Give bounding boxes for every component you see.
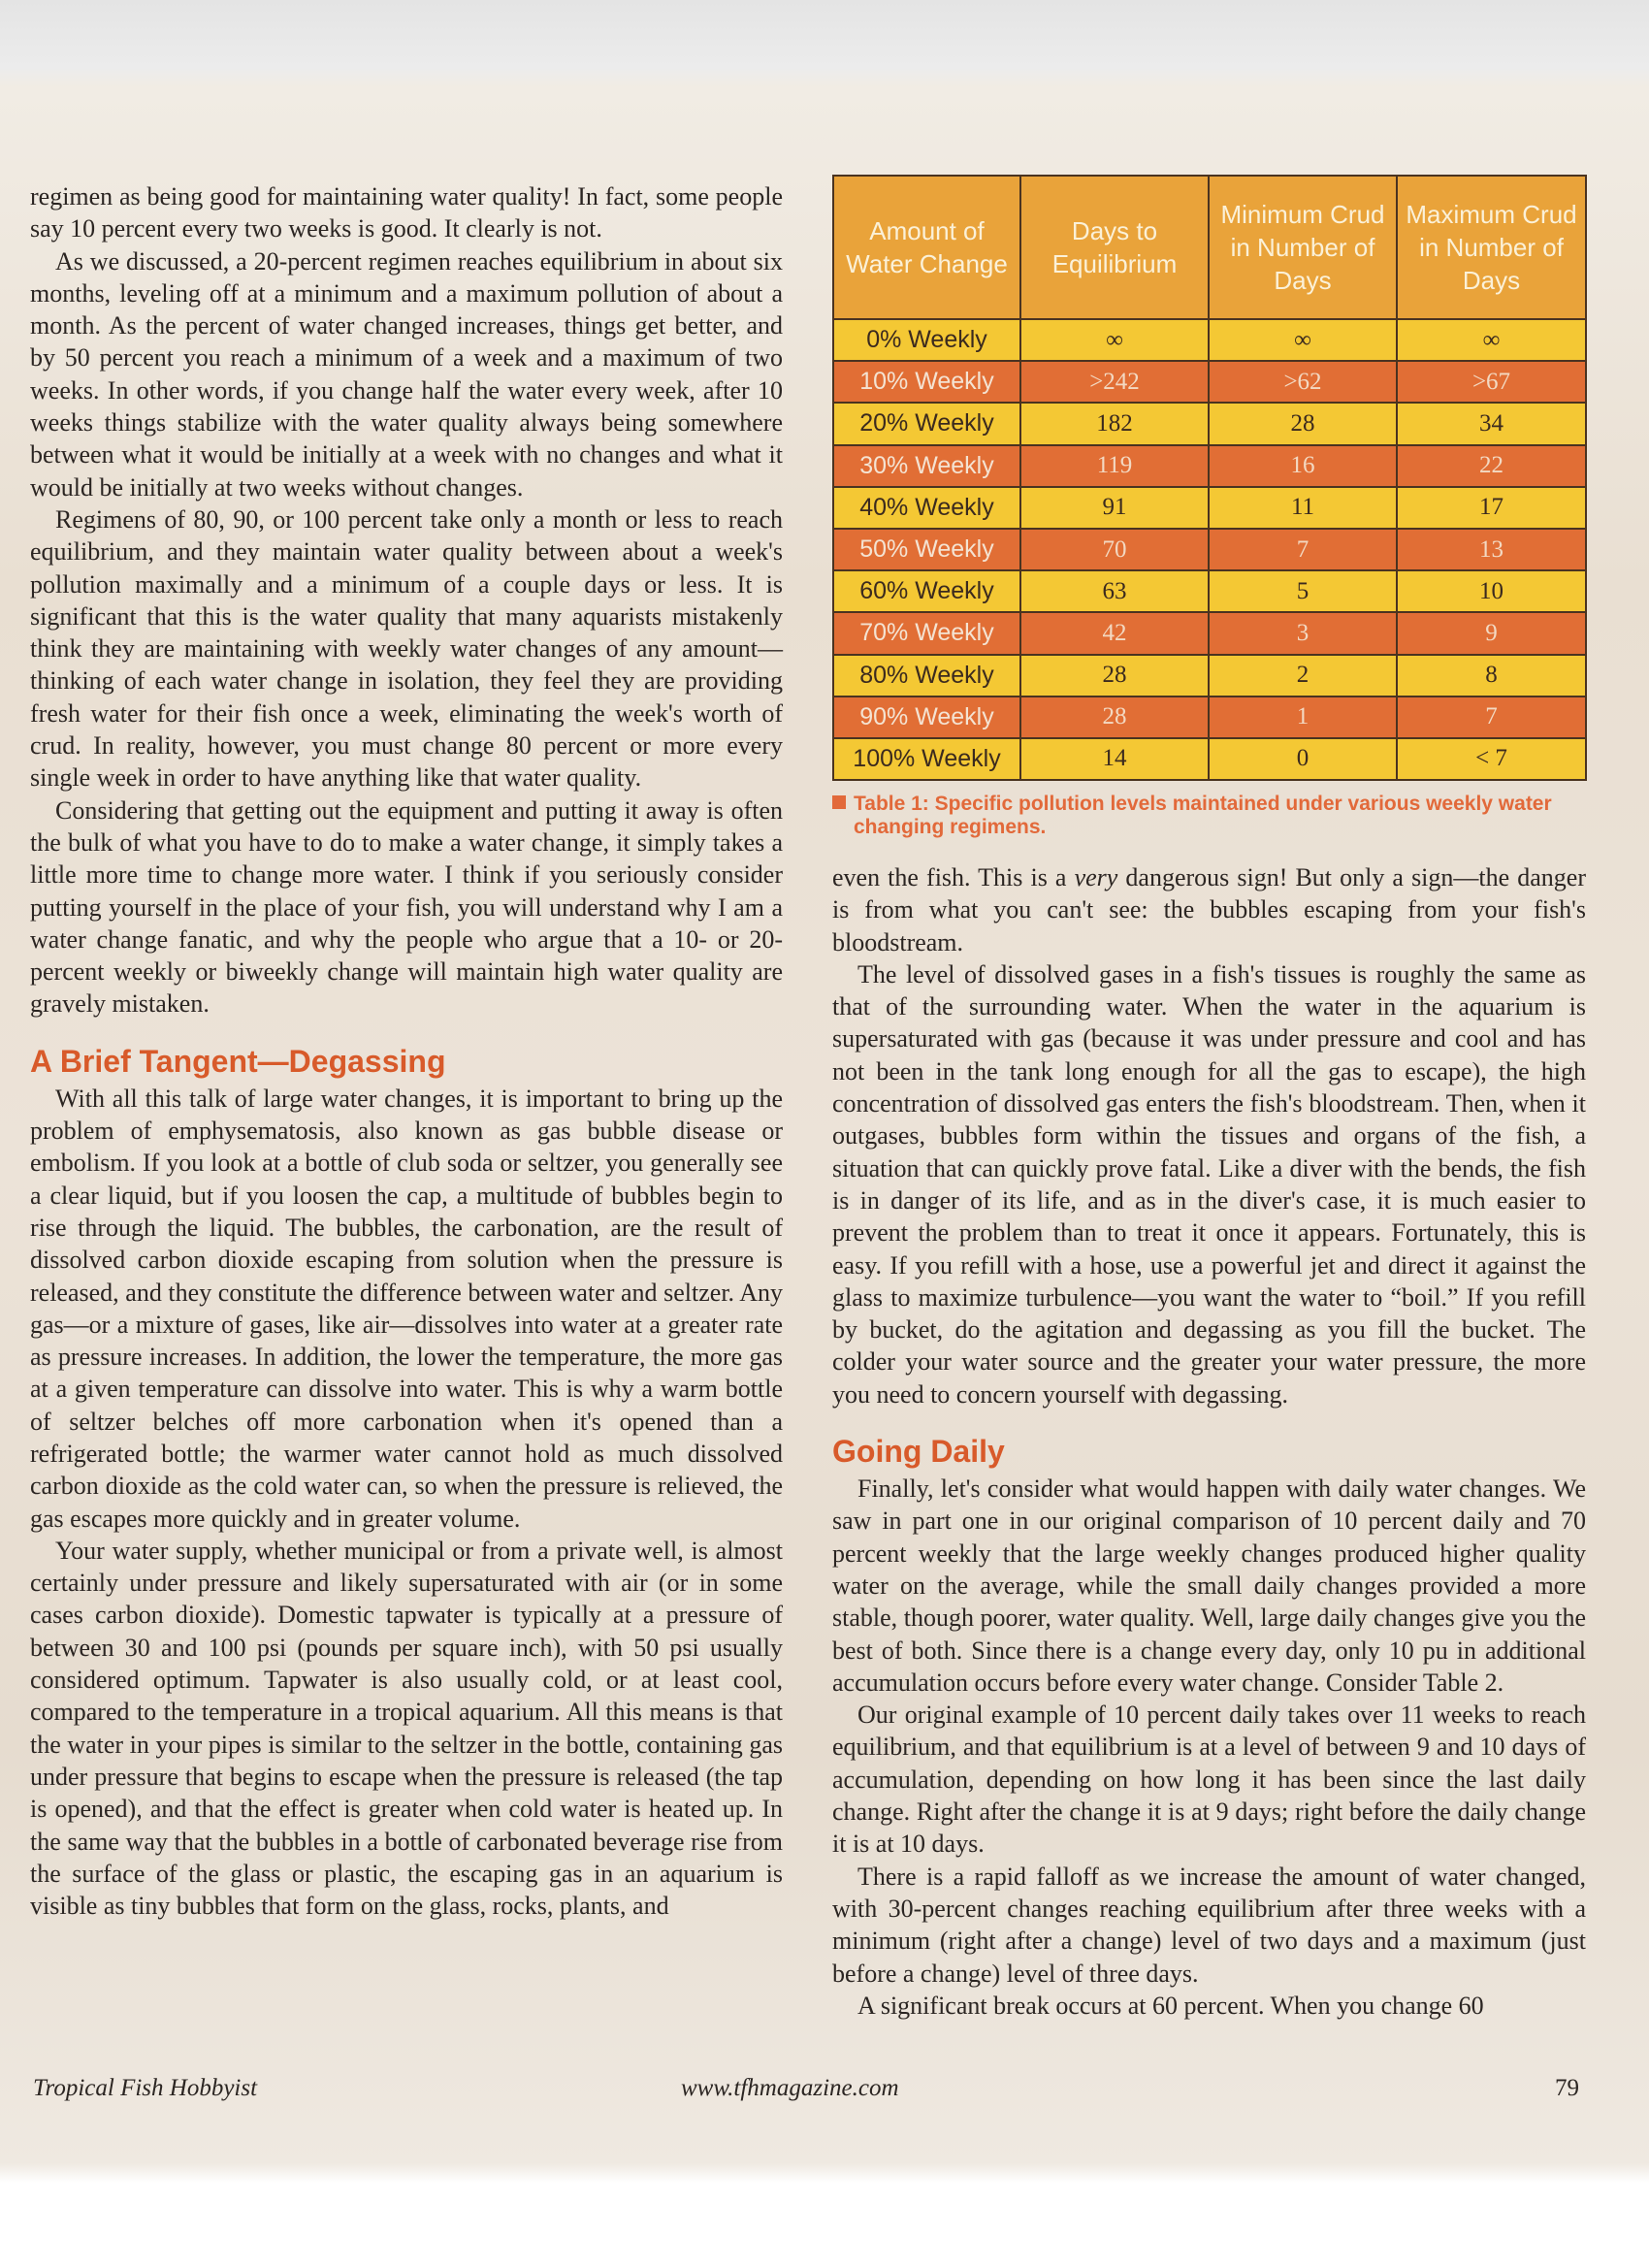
table-cell: 119 (1020, 445, 1209, 487)
body-paragraph: Our original example of 10 percent daily takes over 11 weeks to reach equilibrium, and that equilibrium is at a level of between 9 and 10 days of accumulation, depending on how long it has been since the last daily change. Right after the change it is at 9 days; right before the daily change it is at 10 days. (832, 1701, 1586, 1859)
body-paragraph: The level of dissolved gases in a fish's tissues is roughly the same as that of the surrounding water. When the water in the aquarium is supersaturated with gas (because it was under pressure and cool and has not been in the tank long enough for all the gas to escape), the high concentration of dissolved gas enters the fish's bloodstream. Then, when it outgases, bubbles form within the tissues and organs of the fish, a situation that can quickly prove fatal. Like a diver with the bends, the fish is in danger of its life, and as in the diver's case, it is much easier to prevent the problem than to treat it once it appears. Fortunately, this is easy. If you refill with a hose, use a powerful jet and direct it against the glass to maximize turbulence—you want the water to “boil.” If you refill by bucket, do the agitation and degassing as you fill the bucket. The colder your water source and the greater your water pressure, the more you need to concern yourself with degassing. (832, 959, 1586, 1409)
table-cell: 100% Weekly (833, 738, 1020, 780)
table-header-row (833, 176, 1586, 319)
caption-line: Table 1: Specific pollution levels maintained under various weekly water (854, 793, 1552, 816)
table-cell: 50% Weekly (833, 529, 1020, 570)
text-run: even the fish. This is a (832, 863, 1075, 891)
table-cell: 10 (1397, 570, 1586, 612)
left-column (30, 180, 783, 1922)
table-caption (832, 793, 1585, 839)
table-cell: >62 (1209, 361, 1397, 403)
table-cell: < 7 (1397, 738, 1586, 780)
table-cell: 28 (1020, 697, 1209, 738)
table-cell: 2 (1209, 655, 1397, 697)
table-cell: 70 (1020, 529, 1209, 570)
table-row (833, 570, 1586, 612)
table-cell: 20% Weekly (833, 403, 1020, 444)
table-cell: 90% Weekly (833, 697, 1020, 738)
table-cell: 40% Weekly (833, 487, 1020, 529)
table-cell: 11 (1209, 487, 1397, 529)
table-cell: 8 (1397, 655, 1586, 697)
table-cell: 16 (1209, 445, 1397, 487)
table-row (833, 738, 1586, 780)
body-paragraph: Regimens of 80, 90, or 100 percent take only a month or less to reach equilibrium, and they maintain water quality between about a week's pollution maximally and a minimum of a couple days or less. It is significant that this is the water quality that many aquarists mistakenly think they are maintaining with weekly water changes of any amount—thinking of each water change in isolation, they feel they are providing fresh water for their fish once a week, eliminating the week's worth of crud. In reality, however, you must change 80 percent or more every single week in order to have anything like that water quality. (30, 504, 783, 793)
table-cell: 60% Weekly (833, 570, 1020, 612)
footer-website: www.tfhmagazine.com (681, 2075, 899, 2101)
table-cell: 5 (1209, 570, 1397, 612)
table-cell: ∞ (1020, 319, 1209, 361)
square-bullet-icon (832, 795, 846, 809)
table-cell: 42 (1020, 612, 1209, 654)
section-heading-going-daily: Going Daily (832, 1434, 1005, 1470)
table-cell: 22 (1397, 445, 1586, 487)
table-cell: >242 (1020, 361, 1209, 403)
table-row (833, 697, 1586, 738)
body-paragraph: regimen as being good for maintaining water quality! In fact, some people say 10 percent every two weeks is good. It clearly is not. (30, 182, 783, 243)
table-header-cell: Maximum Crud in Number of Days (1397, 176, 1586, 319)
table-cell: 63 (1020, 570, 1209, 612)
table-cell: 3 (1209, 612, 1397, 654)
body-paragraph (832, 861, 1586, 958)
table-cell: 34 (1397, 403, 1586, 444)
caption-line: changing regimens. (854, 816, 1047, 839)
table-cell: 17 (1397, 487, 1586, 529)
table-cell: 9 (1397, 612, 1586, 654)
table-cell: 7 (1397, 697, 1586, 738)
table-cell: 0% Weekly (833, 319, 1020, 361)
body-paragraph: With all this talk of large water changes, it is important to bring up the problem of emphysematosis, also known as gas bubble disease or embolism. If you look at a bottle of club soda or seltzer, you generally see a clear liquid, but if you loosen the cap, a multitude of bubbles begin to rise through the liquid. The bubbles, the carbonation, are the result of dissolved carbon dioxide escaping from solution when the pressure is released, and they constitute the difference between water and seltzer. Any gas—or a mixture of gases, like air—dissolves into water at a greater rate as pressure increases. In addition, the lower the temperature, the more gas at a given temperature can dissolve into water. This is why a warm bottle of seltzer belches off more carbonation when it's opened than a refrigerated bottle; the warmer water cannot hold as much dissolved carbon dioxide as the cold water can, so when the pressure is relieved, the gas escapes more quickly and in greater volume. (30, 1084, 783, 1533)
table-cell: 1 (1209, 697, 1397, 738)
body-paragraph: As we discussed, a 20-percent regimen reaches equilibrium in about six months, leveling off at a minimum and a maximum pollution of about a month. As the percent of water changed increases, things get better, and by 50 percent you reach a minimum of a week and a maximum of two weeks. In other words, if you change half the water every week, after 10 weeks things stabilize with the water quality always being somewhere between what it would be initially at a week with no changes and what it would be initially at two weeks without changes. (30, 246, 783, 502)
page-number: 79 (1555, 2075, 1579, 2101)
table-cell: 182 (1020, 403, 1209, 444)
body-paragraph: Finally, let's consider what would happen with daily water changes. We saw in part one in our original comparison of 10 percent daily and 70 percent weekly that the large weekly changes produced higher quality water on the average, while the small daily changes provided a more stable, though poorer, water quality. Well, large daily changes give you the best of both. Since there is a change every day, only 10 pu in additional accumulation occurs before every water change. Consider Table 2. (832, 1474, 1586, 1697)
emphasis-text: very (1074, 863, 1118, 891)
table-cell: 0 (1209, 738, 1397, 780)
table-row (833, 361, 1586, 403)
table-row (833, 403, 1586, 444)
pollution-table (832, 175, 1587, 781)
table-cell: ∞ (1209, 319, 1397, 361)
table-row (833, 319, 1586, 361)
table-row (833, 487, 1586, 529)
table-cell: 80% Weekly (833, 655, 1020, 697)
body-paragraph: Your water supply, whether municipal or from a private well, is almost certainly under pressure and likely supersaturated with air (or in some cases carbon dioxide). Domestic tapwater is typically at a pressure of between 30 and 100 psi (pounds per square inch), with 50 psi usually considered optimum. Tapwater is also usually cold, or at least cool, compared to the temperature in a tropical aquarium. All this means is that the water in your pipes is similar to the seltzer in the bottle, containing gas under pressure that begins to escape when the pressure is released (the tap is opened), and that the effect is greater when cold water is heated up. In the same way that the bubbles in a bottle of carbonated beverage rise from the surface of the glass or plastic, the escaping gas in an aquarium is visible as tiny bubbles that form on the glass, rocks, plants, and (30, 1536, 783, 1921)
table-header-cell: Days to Equilibrium (1020, 176, 1209, 319)
table-cell: 10% Weekly (833, 361, 1020, 403)
table-cell: ∞ (1397, 319, 1586, 361)
table-row (833, 612, 1586, 654)
body-paragraph: A significant break occurs at 60 percent. When you change 60 (857, 1991, 1484, 2020)
table-cell: 28 (1209, 403, 1397, 444)
table-cell: 13 (1397, 529, 1586, 570)
table-cell: 14 (1020, 738, 1209, 780)
table-cell: 70% Weekly (833, 612, 1020, 654)
table-row (833, 529, 1586, 570)
table-cell: 30% Weekly (833, 445, 1020, 487)
table-cell: 28 (1020, 655, 1209, 697)
text-run: dangerous sign! But only a sign—the danger is from what you can't see: the bubbles escaping from your fish's bloodstream. (832, 863, 1587, 956)
table-1 (832, 175, 1585, 839)
table-header-cell: Amount of Water Change (833, 176, 1020, 319)
body-paragraph: There is a rapid falloff as we increase the amount of water changed, with 30-percent changes reaching equilibrium after three weeks with a minimum (right after a change) level of two days and a maximum (just before a change) level of three days. (832, 1862, 1586, 1988)
table-header-cell: Minimum Crud in Number of Days (1209, 176, 1397, 319)
table-cell: 7 (1209, 529, 1397, 570)
footer-publication: Tropical Fish Hobbyist (33, 2075, 258, 2101)
right-column (832, 861, 1586, 2022)
table-row (833, 655, 1586, 697)
table-cell: 91 (1020, 487, 1209, 529)
table-row (833, 445, 1586, 487)
table-cell: >67 (1397, 361, 1586, 403)
body-paragraph: Considering that getting out the equipment and putting it away is often the bulk of what you have to do to make a water change, it simply takes a little more time to change more water. I think if you seriously consider putting yourself in the place of your fish, you will understand why I am a water change fanatic, and why the people who argue that a 10- or 20-percent weekly or biweekly change will maintain high water quality are gravely mistaken. (30, 795, 783, 1019)
section-heading-degassing: A Brief Tangent—Degassing (30, 1043, 446, 1079)
